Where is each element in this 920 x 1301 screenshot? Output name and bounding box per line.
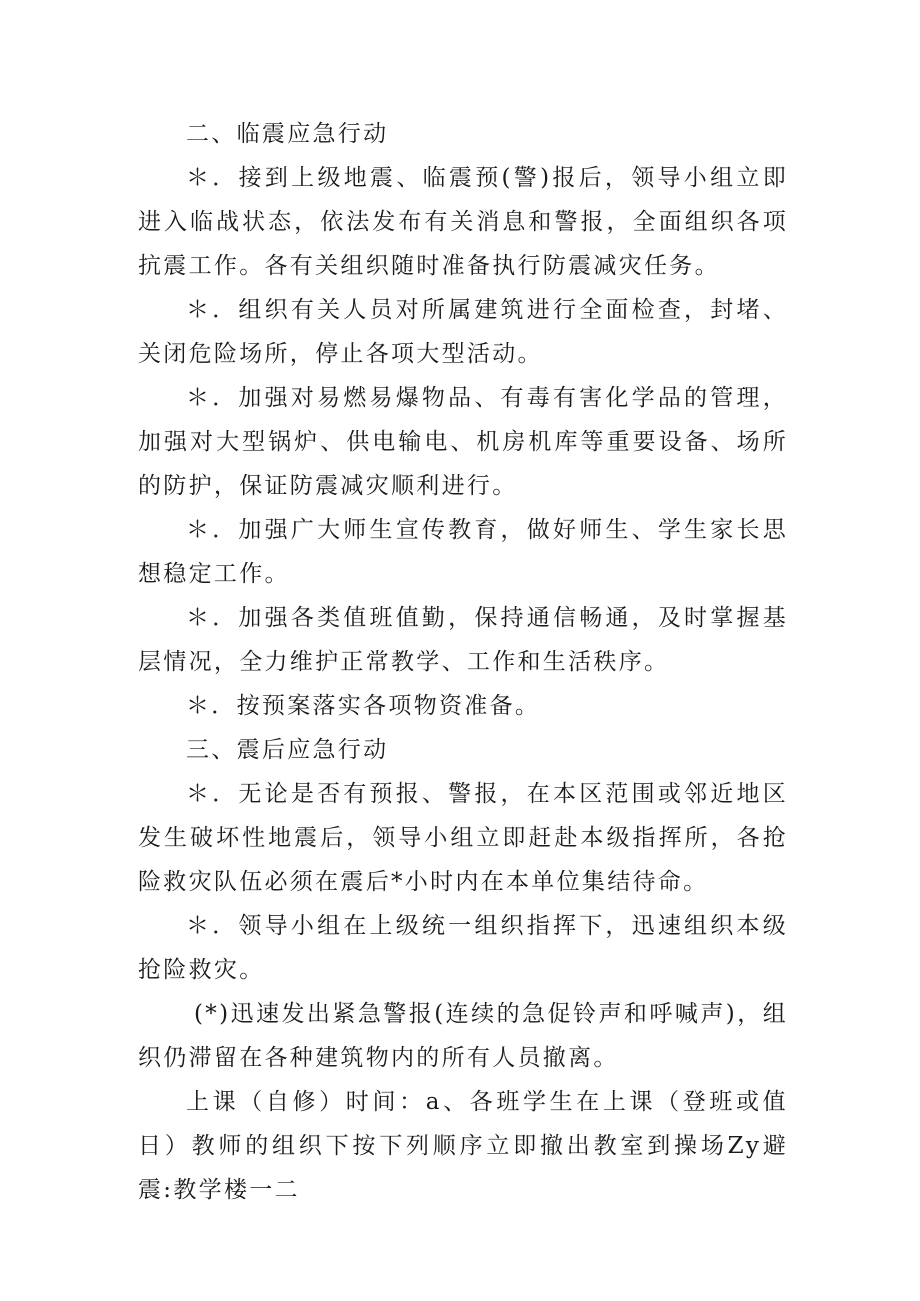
section-heading-2: 二、临震应急行动 bbox=[186, 121, 389, 147]
list-item: ＊．无论是否有预报、警报，在本区范围或邻近地区发生破坏性地震后，领导小组立即赶赴本级指挥所，各抢险救灾队伍必须在震后*小时内在本单位集结待命。 bbox=[138, 781, 788, 895]
document-body bbox=[138, 112, 788, 1212]
paragraph: 上课（自修）时间：a、各班学生在上课（登班或值日）教师的组织下按下列顺序立即撤出教室到操场Zy避震:教学楼一二 bbox=[138, 1089, 788, 1203]
list-item: ＊．按预案落实各项物资准备。 bbox=[186, 693, 541, 719]
list-item: ＊．加强各类值班值勤，保持通信畅通，及时掌握基层情况，全力维护正常教学、工作和生活秩序。 bbox=[138, 605, 788, 675]
list-item: ＊．领导小组在上级统一组织指挥下，迅速组织本级抢险救灾。 bbox=[138, 913, 788, 983]
list-item: ＊．加强对易燃易爆物品、有毒有害化学品的管理，加强对大型锅炉、供电输电、机房机库等重要设备、场所的防护，保证防震减灾顺利进行。 bbox=[138, 385, 788, 499]
sub-item: (*)迅速发出紧急警报(连续的急促铃声和呼喊声)，组织仍滞留在各种建筑物内的所有人员撤离。 bbox=[138, 1001, 788, 1071]
list-item: ＊．接到上级地震、临震预(警)报后，领导小组立即进入临战状态，依法发布有关消息和警报，全面组织各项抗震工作。各有关组织随时准备执行防震减灾任务。 bbox=[138, 165, 788, 279]
list-item: ＊．加强广大师生宣传教育，做好师生、学生家长思想稳定工作。 bbox=[138, 517, 788, 587]
section-heading-3: 三、震后应急行动 bbox=[186, 737, 389, 763]
list-item: ＊．组织有关人员对所属建筑进行全面检查，封堵、关闭危险场所，停止各项大型活动。 bbox=[138, 297, 788, 367]
